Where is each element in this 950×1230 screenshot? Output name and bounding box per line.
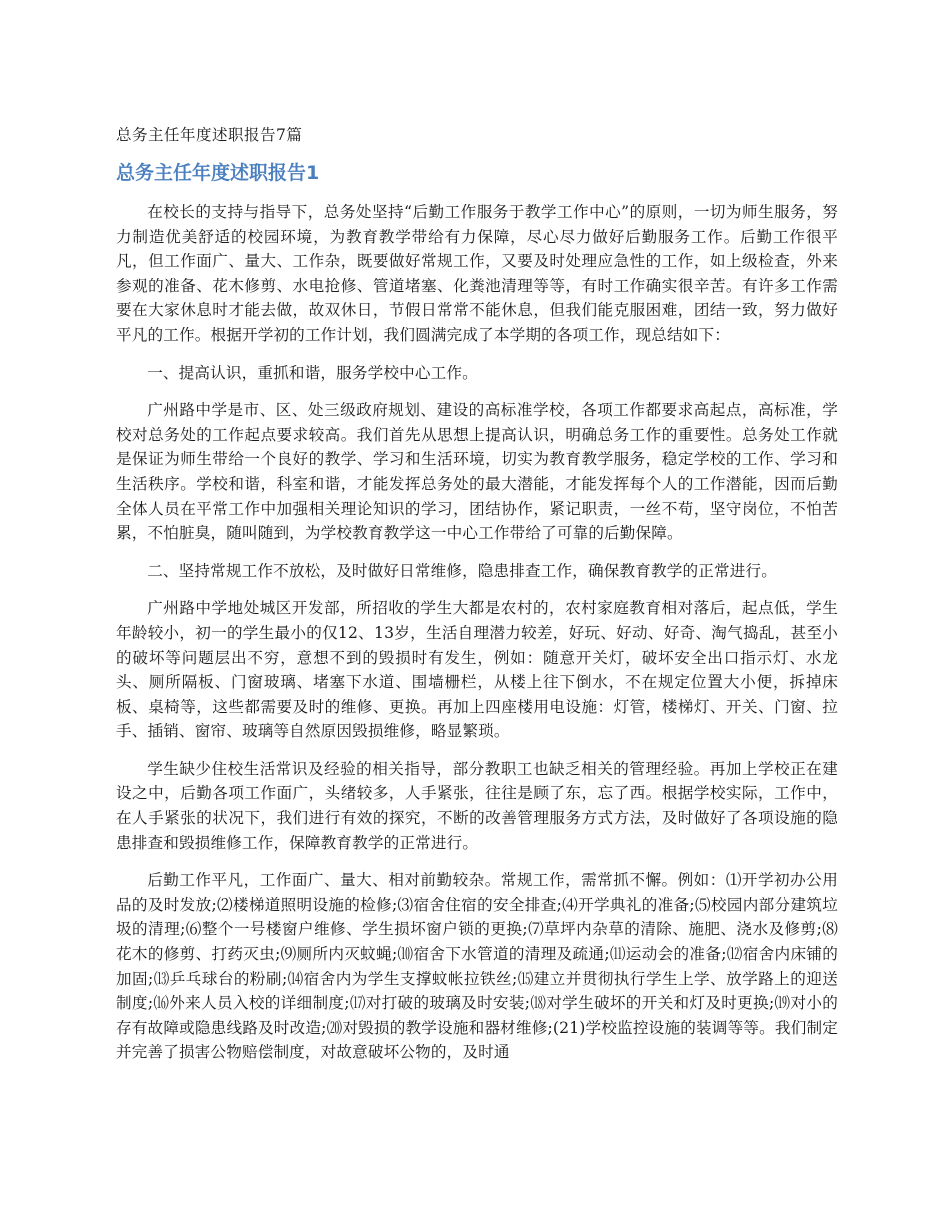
- paragraph-point-one: 一、提高认识，重抓和谐，服务学校中心工作。: [147, 363, 478, 382]
- paragraph-routine-work: 后勤工作平凡，工作面广、量大、相对前勤较杂。常规工作，需常抓不懈。例如：⑴开学初办公用品的及时发放;⑵楼梯道照明设施的检修;⑶宿舍住宿的安全排查;⑷开学典礼的准备;⑸校园内部分建筑垃圾的清理;⑹整个一号楼窗户维修、学生损坏窗户锁的更换;⑺草坪内杂草的清除、施肥、浇水及修剪;⑻花木的修剪、打药灭虫;⑼厕所内灭蚊蝇;⑽宿舍下水管道的清理及疏通;⑾运动会的准备;⑿宿舍内床铺的加固;⒀乒乓球台的粉刷;⒁宿舍内为学生支撑蚊帐拉铁丝;⒂建立并贯彻执行学生上学、放学路上的迎送制度;⒃外来人员入校的详细制度;⒄对打破的玻璃及时安装;⒅对学生破坏的开关和灯及时更换;⒆对小的存有故障或隐患线路及时改造;⒇对毁损的教学设施和器材维修;(21)学校监控设施的装调等等。我们制定并完善了损害公物赔偿制度，对故意破坏公物的，及时通: [116, 871, 838, 1062]
- paragraph-intro: 在校长的支持与指导下，总务处坚持“后勤工作服务于教学工作中心”的原则，一切为师生服务，努力制造优美舒适的校园环境，为教育教学带给有力保障，尽心尽力做好后勤服务工作。后勤工作很平凡，但工作面广、量大、工作杂，既要做好常规工作，又要及时处理应急性的工作，如上级检查，外来参观的准备、花木修剪、水电抢修、管道堵塞、化粪池清理等等，有时工作确实很辛苦。有许多工作需要在大家休息时才能去做，故双休日，节假日常常不能休息，但我们能克服困难，团结一致，努力做好平凡的工作。根据开学初的工作计划，我们圆满完成了本学期的各项工作，现总结如下：: [116, 203, 838, 344]
- document-title: 总务主任年度述职报告7篇: [116, 126, 303, 144]
- paragraph-management: 学生缺少住校生活常识及经验的相关指导，部分教职工也缺乏相关的管理经验。再加上学校正在建设之中，后勤各项工作面广，头绪较多，人手紧张，往往是顾了东，忘了西。根据学校实际，工作中，在人手紧张的状况下，我们进行有效的探究，不断的改善管理服务方式方法，及时做好了各项设施的隐患排查和毁损维修工作，保障教育教学的正常进行。: [116, 759, 838, 852]
- paragraph-student-background: 广州路中学地处城区开发部，所招收的学生大都是农村的，农村家庭教育相对落后，起点低，学生年龄较小，初一的学生最小的仅12、13岁，生活自理潜力较差，好玩、好动、好奇、淘气捣乱，甚至小的破坏等问题层出不穷，意想不到的毁损时有发生，例如：随意开关灯，破坏安全出口指示灯、水龙头、厕所隔板、门窗玻璃、堵塞下水道、围墙栅栏，从楼上往下倒水，不在规定位置大小便，拆掉床板、桌椅等，这些都需要及时的维修、更换。再加上四座楼用电设施：灯管，楼梯灯、开关、门窗、拉手、插销、窗帘、玻璃等自然原因毁损维修，略显繁琐。: [116, 599, 838, 741]
- paragraph-school-overview: 广州路中学是市、区、处三级政府规划、建设的高标准学校，各项工作都要求高起点，高标准，学校对总务处的工作起点要求较高。我们首先从思想上提高认识，明确总务工作的重要性。总务处工作就是保证为师生带给一个良好的教学、学习和生活环境，切实为教育教学服务，稳定学校的工作、学习和生活秩序。学校和谐，科室和谐，才能发挥总务处的最大潜能，才能发挥每个人的工作潜能，因而后勤全体人员在平常工作中加强相关理论知识的学习，团结协作，紧记职责，一丝不苟，坚守岗位，不怕苦累，不怕脏臭，随叫随到，为学校教育教学这一中心工作带给了可靠的后勤保障。: [116, 401, 838, 543]
- section-heading: 总务主任年度述职报告1: [116, 162, 320, 184]
- document-page: [116, 124, 838, 1078]
- paragraph-point-two: 二、坚持常规工作不放松，及时做好日常维修，隐患排查工作，确保教育教学的正常进行。: [147, 561, 777, 580]
